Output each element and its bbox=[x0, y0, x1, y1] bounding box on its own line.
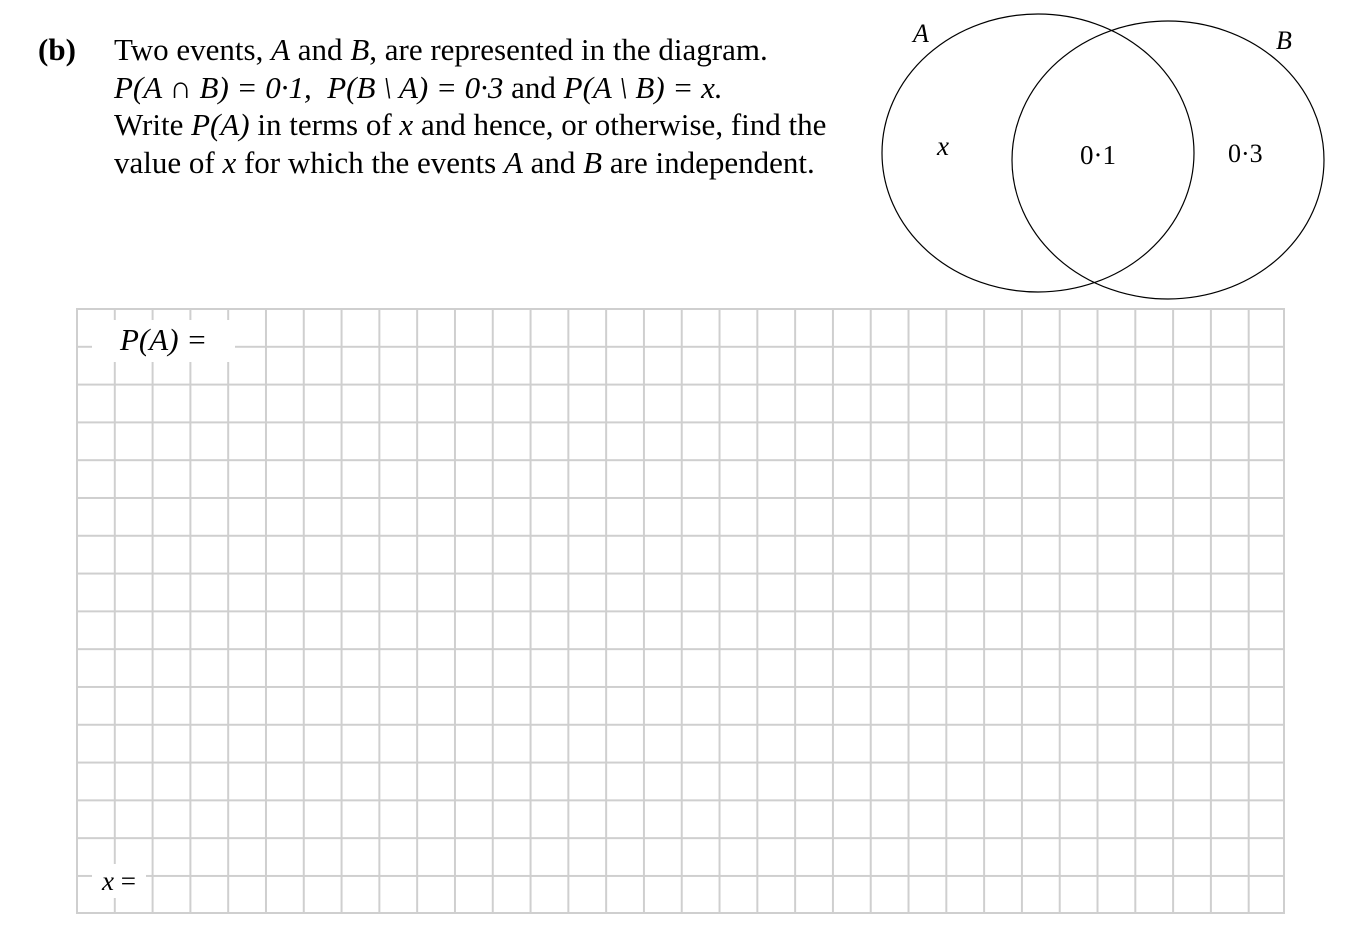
p-intersection-expression: P(A ∩ B) = 0·1, bbox=[114, 69, 312, 105]
venn-diagram bbox=[0, 0, 1366, 310]
venn-circle-a bbox=[882, 14, 1194, 292]
question-part-label: (b) bbox=[38, 32, 76, 67]
venn-label-a: A bbox=[913, 19, 929, 48]
venn-label-b: B bbox=[1276, 26, 1292, 55]
venn-region-intersection: 0·1 bbox=[1080, 140, 1116, 170]
venn-region-a-only: x bbox=[937, 131, 949, 161]
venn-region-b-only: 0·3 bbox=[1228, 139, 1263, 168]
venn-circle-b bbox=[1012, 21, 1324, 299]
pa-answer-prompt: P(A) = bbox=[92, 320, 235, 362]
question-line-2: P(A ∩ B) = 0·1, P(B \ A) = 0·3 and P(A \ B) = x. bbox=[114, 69, 723, 105]
x-answer-prompt: x = bbox=[92, 864, 146, 898]
question-line-4: value of x for which the events A and B are independent. bbox=[114, 144, 815, 180]
p-b-minus-a-expression: P(B \ A) = 0·3 bbox=[327, 69, 504, 105]
question-line-3: Write P(A) in terms of x and hence, or otherwise, find the bbox=[114, 107, 827, 142]
answer-grid[interactable] bbox=[76, 308, 1285, 914]
question-line-1: Two events, A and B, are represented in the diagram. bbox=[114, 32, 768, 67]
p-a-minus-b-expression: P(A \ B) = x. bbox=[563, 69, 723, 105]
